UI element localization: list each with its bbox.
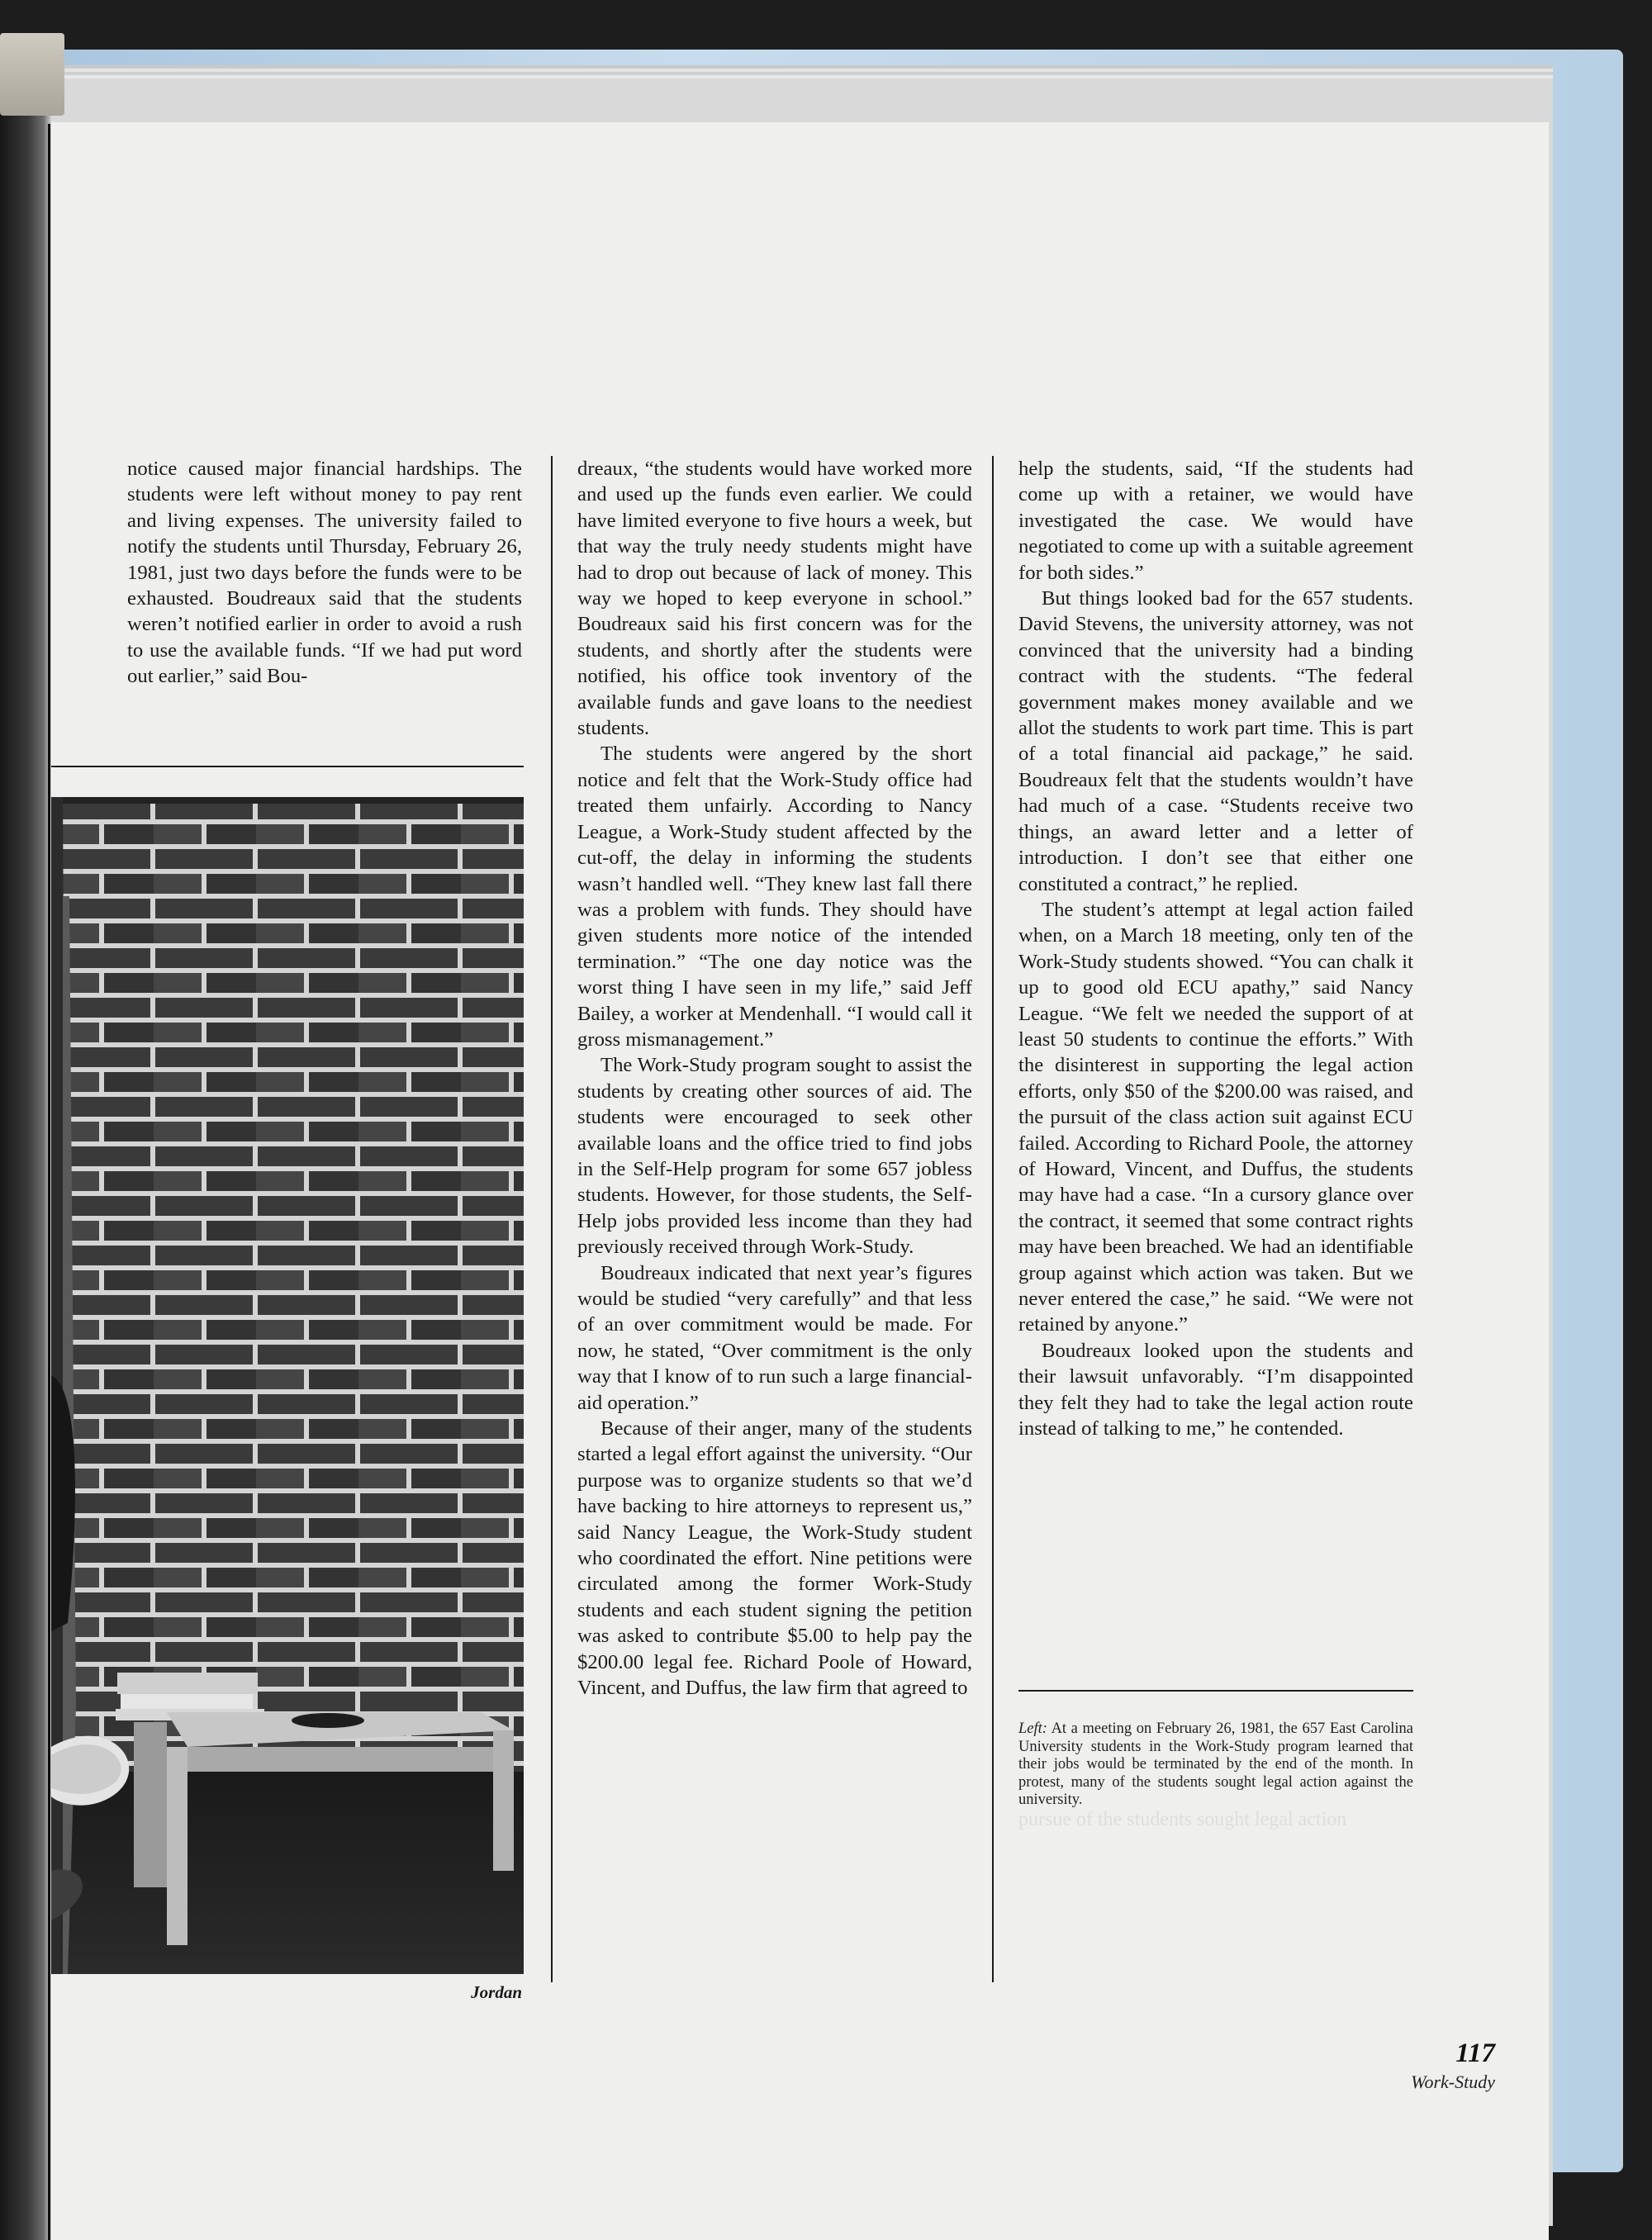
paragraph: The students were angered by the short notice and felt that the Work-Study office had treated them unfairly. According to Nancy League, a Work-Study student affected by the cut-off, the delay in informing the students wasn’t handled well. “They knew last fall there was a problem with funds. They should have given students more notice of the intended termination.” “The one day notice was the worst thing I have seen in my life,” said Jeff Bailey, a worker at Mendenhall. “I would call it gross mismanagement.” [577,743,972,1051]
photo-brick-wall-table [51,797,524,1974]
article-column-1 [127,456,522,690]
column-divider-1 [551,456,553,1982]
column-divider-2 [992,456,994,1982]
photo-caption [1018,1720,1413,1810]
section-label: Work-Study [1411,2072,1495,2092]
paragraph: Boudreaux looked upon the students and their lawsuit unfavorably. “I’m disappointed they felt they had to take the legal action route instead of talking to me,” he contended. [1018,1339,1413,1440]
caption-lead: Left: [1018,1720,1047,1737]
photo-top-rule [51,766,524,767]
paragraph: But things looked bad for the 657 students. David Stevens, the university attorney, was not convinced that the university had a binding contract with the students. “The federal government makes money available and we allot the students to work part time. This is part of a total financial aid package,” he said. Boudreaux felt that the students wouldn’t have had much of a case. “Students receive two things, an award letter and a letter of introduction. I don’t see that either one constituted a contract,” he replied. [1018,587,1413,895]
paragraph: Boudreaux indicated that next year’s figures would be studied “very carefully” and that less of an over commitment would be made. For now, he stated, “Over commitment is the only way that I know of to run such a large financial-aid operation.” [577,1261,972,1414]
caption-top-rule [1018,1690,1413,1692]
bleed-through-text: pursue of the students sought legal action [1018,1809,1347,1830]
paragraph: dreaux, “the students would have worked more and used up the funds even earlier. We could have limited everyone to five hours a week, but that way the truly needy students might have had to drop out because of lack of money. This way we hoped to keep everyone in school.” Boudreaux said his first concern was for the students, and shortly after the students were notified, his office took inventory of the available funds and gave loans to the neediest students. [577,458,972,740]
article-column-3 [1018,456,1413,1441]
binding-tape [0,33,64,116]
caption-text: At a meeting on February 26, 1981, the 657 East Carolina University students in the Work-Study program learned that their jobs would be terminated by the end of the month. In protest, many of the students sought legal action against the university. [1018,1720,1413,1808]
paragraph: The student’s attempt at legal action failed when, on a March 18 meeting, only ten of the Work-Study students showed. “You can chalk it up to good old ECU apathy,” said Nancy League. “We felt we needed the support of at least 50 students to continue the efforts.” With the disinterest in supporting the legal action efforts, only $50 of the $200.00 was raised, and the pursuit of the class action suit against ECU failed. According to Richard Poole, the attorney of Howard, Vincent, and Duffus, the students may have had a case. “In a cursory glance over the contract, it seemed that some contract rights may have been breached. We had an identifiable group against which action was taken. But we never entered the case,” he said. “We were not retained by anyone.” [1018,898,1413,1336]
paragraph: Because of their anger, many of the students started a legal effort against the university. “Our purpose was to organize students so that we’d have backing to hire attorneys to represent us,” said Nancy League, the Work-Study student who coordinated the effort. Nine petitions were circulated among the former Work-Study students and each student signing the petition was asked to contribute $5.00 to help pay the $200.00 legal fee. Richard Poole of Howard, Vincent, and Duffus, the law firm that agreed to [577,1417,972,1700]
gutter-shadow-line [48,124,50,2240]
paragraph: The Work-Study program sought to assist the students by creating other sources of aid. The students were encouraged to seek other available loans and the office tried to find jobs in the Self-Help program for some 657 jobless students. However, for those students, the Self-Help jobs provided less income than they had previously received through Work-Study. [577,1054,972,1259]
paragraph: help the students, said, “If the students had come up with a retainer, we would have investigated the case. We would have negotiated to come up with a suitable agreement for both sides.” [1018,458,1413,584]
paragraph: notice caused major financial hardships. The students were left without money to pay rent and living expenses. The university failed to notify the students until Thursday, February 26, 1981, just two days before the funds were to be exhausted. Boudreaux said that the students weren’t notified earlier in order to avoid a rush to use the available funds. “If we had put word out earlier,” said Bou- [127,458,522,688]
photo-credit: Jordan [471,1982,522,2002]
article-column-2 [577,456,972,1701]
page-number: 117 [1455,2038,1495,2068]
book-gutter [0,107,51,2240]
